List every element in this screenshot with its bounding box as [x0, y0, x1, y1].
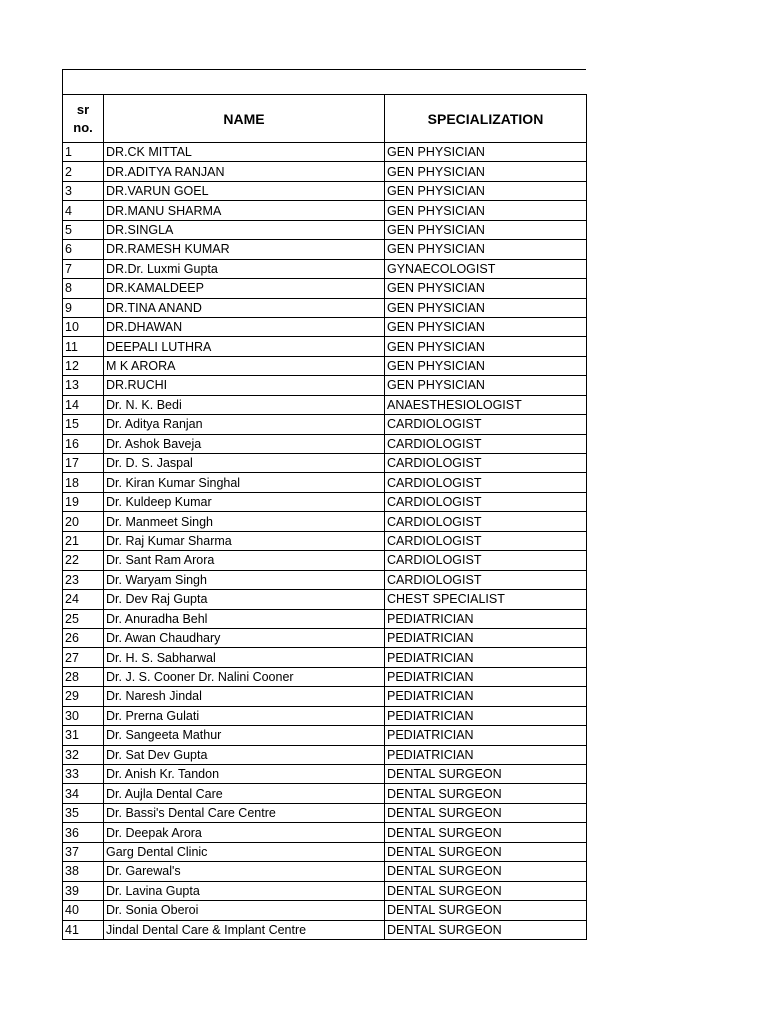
table-row	[63, 765, 587, 784]
cell-sr-no: 15	[63, 415, 104, 434]
cell-sr-no: 13	[63, 376, 104, 395]
cell-specialization: GEN PHYSICIAN	[385, 220, 587, 239]
cell-name: Dr. Prerna Gulati	[104, 706, 385, 725]
cell-sr-no: 38	[63, 862, 104, 881]
cell-name: Dr. Sat Dev Gupta	[104, 745, 385, 764]
cell-name: Dr. D. S. Jaspal	[104, 454, 385, 473]
cell-sr-no: 9	[63, 298, 104, 317]
cell-sr-no: 26	[63, 628, 104, 647]
table-row	[63, 803, 587, 822]
cell-sr-no: 24	[63, 590, 104, 609]
table-row	[63, 881, 587, 900]
table-row	[63, 609, 587, 628]
cell-name: Dr. Waryam Singh	[104, 570, 385, 589]
table-row	[63, 415, 587, 434]
table-row	[63, 590, 587, 609]
cell-name: Dr. Lavina Gupta	[104, 881, 385, 900]
cell-specialization: DENTAL SURGEON	[385, 803, 587, 822]
table-row	[63, 434, 587, 453]
cell-name: Dr. Kuldeep Kumar	[104, 492, 385, 511]
cell-sr-no: 21	[63, 531, 104, 550]
cell-specialization: GEN PHYSICIAN	[385, 317, 587, 336]
cell-sr-no: 4	[63, 201, 104, 220]
cell-sr-no: 37	[63, 842, 104, 861]
cell-name: M K ARORA	[104, 356, 385, 375]
table-row	[63, 473, 587, 492]
cell-sr-no: 12	[63, 356, 104, 375]
cell-specialization: DENTAL SURGEON	[385, 823, 587, 842]
cell-specialization: GEN PHYSICIAN	[385, 181, 587, 200]
cell-specialization: PEDIATRICIAN	[385, 706, 587, 725]
table-row	[63, 376, 587, 395]
cell-name: DR.ADITYA RANJAN	[104, 162, 385, 181]
cell-name: Dr. Dev Raj Gupta	[104, 590, 385, 609]
cell-sr-no: 40	[63, 901, 104, 920]
cell-sr-no: 11	[63, 337, 104, 356]
cell-sr-no: 5	[63, 220, 104, 239]
cell-name: DR.CK MITTAL	[104, 143, 385, 162]
table-row	[63, 395, 587, 414]
cell-sr-no: 19	[63, 492, 104, 511]
cell-sr-no: 28	[63, 667, 104, 686]
cell-name: DR.DHAWAN	[104, 317, 385, 336]
cell-specialization: DENTAL SURGEON	[385, 862, 587, 881]
cell-specialization: CARDIOLOGIST	[385, 531, 587, 550]
table-row	[63, 512, 587, 531]
cell-sr-no: 3	[63, 181, 104, 200]
header-sr-no-label: sr no.	[73, 101, 93, 135]
cell-sr-no: 16	[63, 434, 104, 453]
cell-sr-no: 36	[63, 823, 104, 842]
cell-sr-no: 29	[63, 687, 104, 706]
table-row	[63, 842, 587, 861]
table-row	[63, 823, 587, 842]
table-row	[63, 706, 587, 725]
cell-name: Dr. Anuradha Behl	[104, 609, 385, 628]
cell-name: Dr. Awan Chaudhary	[104, 628, 385, 647]
cell-sr-no: 8	[63, 279, 104, 298]
cell-sr-no: 22	[63, 551, 104, 570]
table-row	[63, 162, 587, 181]
table-row	[63, 745, 587, 764]
cell-specialization: CARDIOLOGIST	[385, 434, 587, 453]
cell-name: Dr. Deepak Arora	[104, 823, 385, 842]
cell-specialization: CHEST SPECIALIST	[385, 590, 587, 609]
cell-sr-no: 7	[63, 259, 104, 278]
table-row	[63, 667, 587, 686]
cell-specialization: GEN PHYSICIAN	[385, 240, 587, 259]
cell-name: Dr. Kiran Kumar Singhal	[104, 473, 385, 492]
cell-specialization: DENTAL SURGEON	[385, 901, 587, 920]
cell-sr-no: 10	[63, 317, 104, 336]
cell-specialization: ANAESTHESIOLOGIST	[385, 395, 587, 414]
cell-sr-no: 35	[63, 803, 104, 822]
table-row	[63, 648, 587, 667]
cell-specialization: DENTAL SURGEON	[385, 765, 587, 784]
cell-name: DR.RUCHI	[104, 376, 385, 395]
cell-name: Dr. N. K. Bedi	[104, 395, 385, 414]
cell-specialization: GEN PHYSICIAN	[385, 279, 587, 298]
cell-name: Dr. Sangeeta Mathur	[104, 726, 385, 745]
cell-specialization: PEDIATRICIAN	[385, 745, 587, 764]
table-row	[63, 454, 587, 473]
cell-specialization: DENTAL SURGEON	[385, 881, 587, 900]
cell-specialization: CARDIOLOGIST	[385, 551, 587, 570]
table-row	[63, 492, 587, 511]
doctor-list-sheet	[62, 69, 586, 940]
table-row	[63, 181, 587, 200]
cell-specialization: PEDIATRICIAN	[385, 667, 587, 686]
cell-name: Garg Dental Clinic	[104, 842, 385, 861]
cell-name: Dr. Garewal's	[104, 862, 385, 881]
table-row	[63, 531, 587, 550]
cell-sr-no: 39	[63, 881, 104, 900]
cell-specialization: CARDIOLOGIST	[385, 415, 587, 434]
table-row	[63, 143, 587, 162]
cell-name: Dr. Sonia Oberoi	[104, 901, 385, 920]
table-row	[63, 726, 587, 745]
cell-specialization: GEN PHYSICIAN	[385, 201, 587, 220]
cell-sr-no: 25	[63, 609, 104, 628]
cell-name: Dr. Ashok Baveja	[104, 434, 385, 453]
cell-sr-no: 34	[63, 784, 104, 803]
doctor-table	[62, 94, 587, 940]
table-row	[63, 862, 587, 881]
cell-specialization: GEN PHYSICIAN	[385, 337, 587, 356]
cell-specialization: PEDIATRICIAN	[385, 687, 587, 706]
table-row	[63, 279, 587, 298]
cell-name: DR.KAMALDEEP	[104, 279, 385, 298]
cell-name: Dr. Raj Kumar Sharma	[104, 531, 385, 550]
cell-sr-no: 23	[63, 570, 104, 589]
cell-specialization: CARDIOLOGIST	[385, 492, 587, 511]
table-row	[63, 687, 587, 706]
cell-specialization: PEDIATRICIAN	[385, 726, 587, 745]
table-row	[63, 920, 587, 939]
table-row	[63, 240, 587, 259]
cell-name: DR.TINA ANAND	[104, 298, 385, 317]
cell-specialization: GEN PHYSICIAN	[385, 162, 587, 181]
cell-name: Dr. Naresh Jindal	[104, 687, 385, 706]
cell-name: DR.VARUN GOEL	[104, 181, 385, 200]
cell-sr-no: 32	[63, 745, 104, 764]
table-row	[63, 220, 587, 239]
cell-sr-no: 2	[63, 162, 104, 181]
cell-name: Dr. Manmeet Singh	[104, 512, 385, 531]
cell-sr-no: 17	[63, 454, 104, 473]
cell-name: DEEPALI LUTHRA	[104, 337, 385, 356]
cell-specialization: GEN PHYSICIAN	[385, 376, 587, 395]
cell-specialization: DENTAL SURGEON	[385, 784, 587, 803]
cell-specialization: PEDIATRICIAN	[385, 648, 587, 667]
cell-sr-no: 18	[63, 473, 104, 492]
cell-specialization: DENTAL SURGEON	[385, 920, 587, 939]
cell-name: Dr. Bassi's Dental Care Centre	[104, 803, 385, 822]
cell-sr-no: 41	[63, 920, 104, 939]
cell-sr-no: 33	[63, 765, 104, 784]
cell-sr-no: 1	[63, 143, 104, 162]
cell-sr-no: 30	[63, 706, 104, 725]
cell-sr-no: 31	[63, 726, 104, 745]
cell-specialization: CARDIOLOGIST	[385, 512, 587, 531]
cell-name: DR.Dr. Luxmi Gupta	[104, 259, 385, 278]
cell-name: Dr. H. S. Sabharwal	[104, 648, 385, 667]
cell-name: DR.MANU SHARMA	[104, 201, 385, 220]
table-row	[63, 784, 587, 803]
cell-specialization: PEDIATRICIAN	[385, 609, 587, 628]
cell-specialization: CARDIOLOGIST	[385, 570, 587, 589]
cell-sr-no: 6	[63, 240, 104, 259]
table-row	[63, 356, 587, 375]
table-row	[63, 317, 587, 336]
cell-name: Jindal Dental Care & Implant Centre	[104, 920, 385, 939]
cell-name: Dr. J. S. Cooner Dr. Nalini Cooner	[104, 667, 385, 686]
cell-name: Dr. Aditya Ranjan	[104, 415, 385, 434]
cell-name: Dr. Anish Kr. Tandon	[104, 765, 385, 784]
cell-sr-no: 27	[63, 648, 104, 667]
cell-specialization: CARDIOLOGIST	[385, 473, 587, 492]
cell-specialization: PEDIATRICIAN	[385, 628, 587, 647]
table-row	[63, 570, 587, 589]
cell-sr-no: 14	[63, 395, 104, 414]
blank-title-row	[62, 69, 586, 94]
header-name: NAME	[104, 95, 385, 143]
cell-specialization: GYNAECOLOGIST	[385, 259, 587, 278]
table-row	[63, 259, 587, 278]
table-body	[63, 143, 587, 940]
header-specialization: SPECIALIZATION	[385, 95, 587, 143]
cell-name: DR.RAMESH KUMAR	[104, 240, 385, 259]
cell-name: Dr. Aujla Dental Care	[104, 784, 385, 803]
cell-specialization: DENTAL SURGEON	[385, 842, 587, 861]
header-sr-no	[63, 95, 104, 143]
table-row	[63, 628, 587, 647]
header-row	[63, 95, 587, 143]
cell-name: DR.SINGLA	[104, 220, 385, 239]
cell-name: Dr. Sant Ram Arora	[104, 551, 385, 570]
table-row	[63, 551, 587, 570]
table-row	[63, 337, 587, 356]
cell-specialization: GEN PHYSICIAN	[385, 298, 587, 317]
cell-specialization: GEN PHYSICIAN	[385, 356, 587, 375]
table-row	[63, 201, 587, 220]
table-row	[63, 298, 587, 317]
table-row	[63, 901, 587, 920]
cell-specialization: GEN PHYSICIAN	[385, 143, 587, 162]
cell-sr-no: 20	[63, 512, 104, 531]
cell-specialization: CARDIOLOGIST	[385, 454, 587, 473]
